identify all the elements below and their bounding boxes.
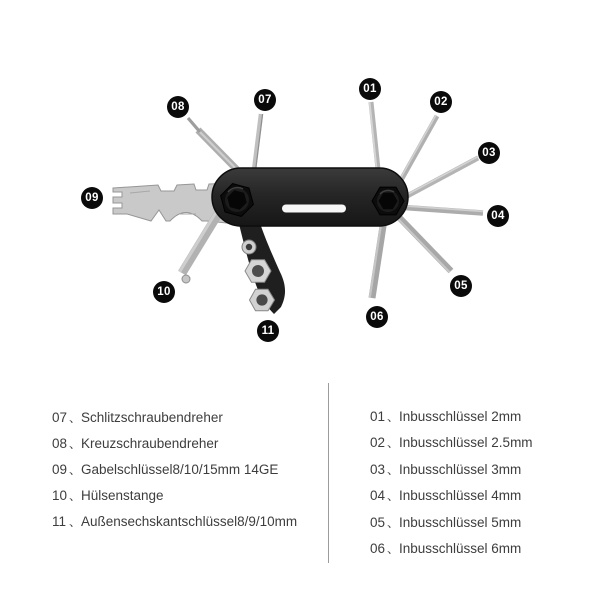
legend xyxy=(0,380,600,600)
callout-04: 04 xyxy=(487,205,509,227)
legend-item-separator: 、 xyxy=(69,488,81,503)
legend-item-09 xyxy=(52,456,297,482)
legend-item-separator: 、 xyxy=(387,462,399,477)
legend-item-number: 01 xyxy=(370,408,386,424)
legend-item-label: Inbusschlüssel 2.5mm xyxy=(399,435,533,451)
tool-body xyxy=(212,168,408,226)
legend-item-number: 11 xyxy=(52,513,67,529)
legend-item-label: Außensechskantschlüssel8/9/10mm xyxy=(81,513,298,529)
legend-item-label: Inbusschlüssel 6mm xyxy=(399,541,522,557)
legend-item-separator: 、 xyxy=(387,489,399,504)
legend-item-01 xyxy=(370,403,533,430)
legend-item-07 xyxy=(52,404,297,430)
legend-item-number: 09 xyxy=(52,461,68,477)
legend-item-number: 02 xyxy=(370,435,386,451)
callout-01: 01 xyxy=(359,78,381,100)
legend-item-05 xyxy=(370,509,533,536)
callout-10: 10 xyxy=(153,281,175,303)
legend-item-number: 04 xyxy=(370,488,386,504)
legend-item-02 xyxy=(370,430,533,457)
legend-item-separator: 、 xyxy=(69,410,81,425)
legend-item-10 xyxy=(52,482,297,508)
legend-item-11 xyxy=(52,508,297,534)
legend-item-number: 07 xyxy=(52,409,68,425)
legend-item-number: 10 xyxy=(52,487,68,503)
legend-item-separator: 、 xyxy=(387,436,399,451)
legend-divider xyxy=(328,383,329,563)
callout-03: 03 xyxy=(478,142,500,164)
legend-item-label: Inbusschlüssel 4mm xyxy=(399,488,522,504)
legend-item-label: Schlitzschraubendreher xyxy=(81,409,223,425)
legend-item-label: Inbusschlüssel 5mm xyxy=(399,514,522,530)
legend-item-separator: 、 xyxy=(69,462,81,477)
callout-08: 08 xyxy=(167,96,189,118)
legend-item-separator: 、 xyxy=(387,409,399,424)
legend-item-number: 08 xyxy=(52,435,68,451)
legend-item-label: Gabelschlüssel8/10/15mm 14GE xyxy=(81,461,279,477)
legend-item-number: 06 xyxy=(370,541,386,557)
legend-item-03 xyxy=(370,456,533,483)
callout-07: 07 xyxy=(254,89,276,111)
legend-item-label: Hülsenstange xyxy=(81,487,164,503)
legend-item-number: 05 xyxy=(370,514,386,530)
legend-item-label: Inbusschlüssel 3mm xyxy=(399,461,522,477)
legend-item-06 xyxy=(370,536,533,563)
legend-item-label: Kreuzschraubendreher xyxy=(81,435,219,451)
callout-05: 05 xyxy=(450,275,472,297)
legend-item-separator: 、 xyxy=(387,542,399,557)
legend-item-separator: 、 xyxy=(69,436,81,451)
legend-right-column xyxy=(370,403,533,562)
legend-item-08 xyxy=(52,430,297,456)
callout-09: 09 xyxy=(81,187,103,209)
sleeve-rod xyxy=(180,213,218,283)
legend-item-separator: 、 xyxy=(387,515,399,530)
legend-item-04 xyxy=(370,483,533,510)
legend-item-label: Inbusschlüssel 2mm xyxy=(399,408,522,424)
legend-item-number: 03 xyxy=(370,461,386,477)
callout-02: 02 xyxy=(430,91,452,113)
socket-arm xyxy=(238,220,285,314)
legend-left-column xyxy=(52,404,297,534)
legend-item-separator: 、 xyxy=(69,514,81,529)
callout-11: 11 xyxy=(257,320,279,342)
callout-06: 06 xyxy=(366,306,388,328)
